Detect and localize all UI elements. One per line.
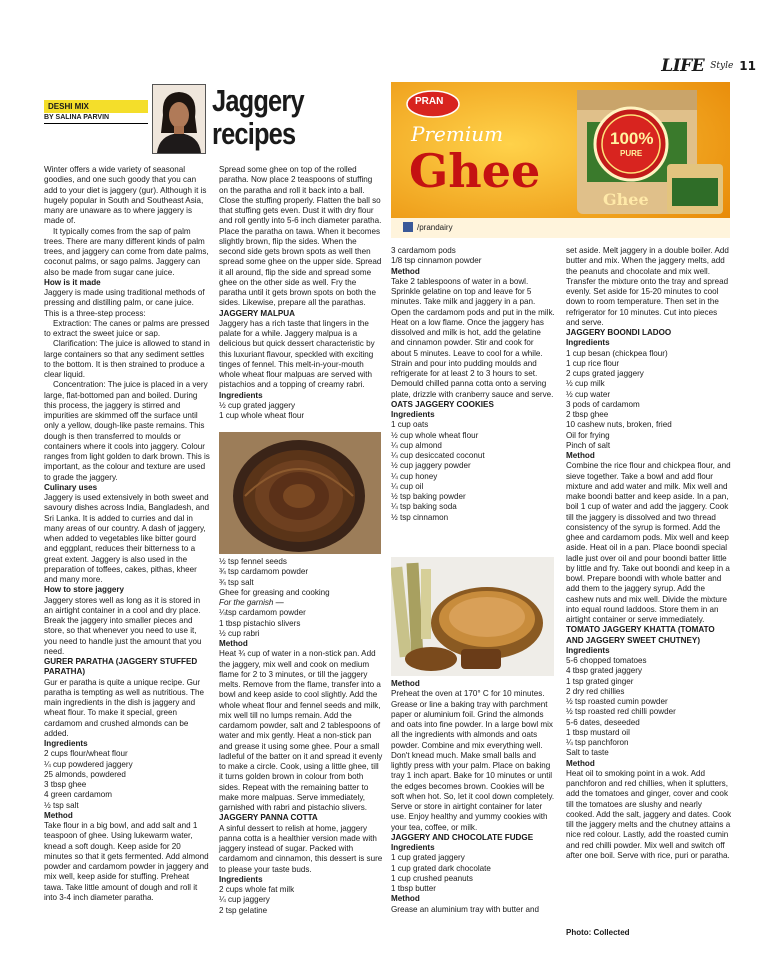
photo-credit: Photo: Collected (566, 928, 630, 937)
page-number: 11 (739, 59, 756, 73)
section-label: DESHI MIX (44, 100, 148, 113)
life-logo: LIFE (661, 56, 705, 76)
ad-badge-percent: 100% (610, 129, 654, 148)
column-2-top-text: Spread some ghee on top of the rolled paratha. Now place 2 teaspoons of stuffing on the paratha and roll it back into a ball. Close the stuffing properly. Flatten the ball so that stuffing gets even. Dust it with dry flour and roll gently into 5-6 inch diameter paratha. Place the paratha on tawa. When it becomes slightly brown, flip the sides. When the second side gets brown spots as well then spread some ghee on the upper side. Spread it all around, flip the side and spread some ghee on the other side as well. Fry the paratha until it gets brown spots on both the sides. Likewise, prepare all the parathas. JAGGERY MALPUA Jaggery has a rich taste that lingers in the palate for a while. Jaggery malpua is a delicious but quick dessert characteristic by this luxuriant flavour, speckled with exciting tinges of fennel. This melt-in-your-mouth whole wheat flour malpuas are served with pistachios and a topping of creamy rabri. Ingredients ½ cup grated jaggery 1 cup whole wheat flour (219, 165, 382, 420)
column-3-bottom-text: Method Preheat the oven at 170° C for 10 minutes. Grease or line a baking tray with parchment paper or aluminium foil. Grind the almonds and oats into fine powder. In a large bowl mix all the ingredients with almonds and oats powder. Combine and mix everything well. Don't knead much. Make small balls and lightly press with your palm. Place on baking tray 1 inch apart. Bake for 10 minutes or until the edges becomes brown. Cookies will be soft when hot. So, let it cool down completely. Serve or store in airtight container for later use. Enjoy healthy and yummy cookies with your tea, coffee, or milk. JAGGERY AND CHOCOLATE FUDGE Ingredients 1 cup grated jaggery 1 cup grated dark chocolate 1 cup crushed peanuts 1 tbsp butter Method Grease an aluminium tray with butter and (391, 679, 555, 914)
ad-ghee-word: Ghee (409, 144, 541, 198)
ad-social-handle: /prandairy (417, 223, 453, 232)
ad-premium: Premium (411, 122, 504, 146)
masthead (661, 56, 756, 76)
column-3-top-text: 3 cardamom pods 1/8 tsp cinnamon powder Method Take 2 tablespoons of water in a bowl. Sprinkle gelatine on top and leave for 5 minutes. Take milk and jaggery in a pan. Open the cardamom pods and put in the milk. Heat on a low flame. Once the jaggery has dissolved and milk is hot, add the gelatine and cinnamon powder. Stir and cook for about 5 minutes. Leave to cool for a while. Strain and pour into pudding moulds and refrigerate for at least 2 to 3 hours to set. Demould chilled panna cotta onto a serving plate, drizzle with cranberry sauce and serve. OATS JAGGERY COOKIES Ingredients 1 cup oats ½ cup whole wheat flour ¼ cup almond ¼ cup desiccated coconut ½ cup jaggery powder ¼ cup honey ¼ cup oil ½ tsp baking powder ¼ tsp baking soda ½ tsp cinnamon (391, 246, 555, 522)
pran-logo: PRAN (415, 96, 444, 107)
column-1-text: Winter offers a wide variety of seasonal goodies, and one such goody that you can add to your diet is jaggery (gur). Although it is hugely popular in South and Southeast Asia, many are unaware as to where jaggery is made of. It typically comes from the sap of palm trees. There are many different kinds of palm trees, and jaggery can come from date palms, coconut palms, or sago palms. Jaggery can also be made from sugar cane juice. How is it made Jaggery is made using traditional methods of pressing and distilling palm, or cane juice. This is a three-step process: Extraction: The canes or palms are pressed to extract the sweet juice or sap. Clarification: The juice is allowed to stand in large containers so that any sediment settles to the bottom. It is then strained to produce a clear liquid. Concentration: The juice is placed in a very large, flat-bottomed pan and boiled. During this process, the jaggery is stirred and impurities are skimmed off the surface until only a yellow, dough-like paste remains. This dough is then transferred to moulds or containers where it cools into jaggery. Colour ranges from light golden to dark brown. This is important, as the colour and texture are used to grade the jaggery. Culinary uses Jaggery is used extensively in both sweet and savoury dishes across India, Bangladesh, and Sri Lanka. It is added to curries and dal in many areas of our country. A dash of jaggery, when added to vegetables like bitter gourd and eggplant, reduces their bitterness to a great extent. Jaggery is also used in the preparation of toffees, cakes, pithas, kheer and many more. How to store jaggery Jaggery stores well as long as it is stored in an airtight container in a cool and dry place. Break the jaggery into smaller pieces and store, so that whenever you need to use it, you need to handle just the amount that you need. GURER PARATHA (JAGGERY STUFFED PARATHA) Gur er paratha is quite a unique recipe. Gur paratha is tempting as well as nutritious. The main ingredients in the dish is jaggery and wheat flour. To make it special, green cardamom and crushed almonds can be added. Ingredients 2 cups flour/wheat flour ¼ cup powdered jaggery 25 almonds, powdered 3 tbsp ghee 4 green cardamom ½ tsp salt Method Take flour in a big bowl, and add salt and 1 teaspoon of ghee. Using lukewarm water, knead a soft dough. Keep aside for 20 minutes so that it gets fermented. Add almond powder and cardamom powder in jaggery and mix well, keep aside for stuffing. Preheat tawa. Take little amount of dough and roll it into 3-4 inch diameter paratha. (44, 165, 210, 902)
column-2-bottom-text: ½ tsp fennel seeds ¾ tsp cardamom powder ¾ tsp salt Ghee for greasing and cooking For the garnish — ¼tsp cardamom powder 1 tbsp pistachio slivers ½ cup rabri Method Heat ¾ cup of water in a non-stick pan. Add the jaggery, mix well and cook on medium flame for 2 to 3 minutes, or till the jaggery melts. Remove from the flame, transfer into a bowl and keep aside to cool slightly. Add the whole wheat flour and fennel seeds and milk, mix well till no lumps remain. Add the cardamom powder, salt and 2 tablespoons of water and mix gently. Heat a non-stick pan and grease it using some ghee. Pour a small ladleful of the batter on it and spread it evenly to make a circle. Cook, using a little ghee, till it turns golden brown in colour from both sides. Repeat with the remaining batter to make more malpuas. Serve immediately, garnished with rabri and pistachio slivers. JAGGERY PANNA COTTA A sinful dessert to relish at home, jaggery panna cotta is a healthier version made with jaggery instead of sugar. Packed with cardamom and cinnamon, this dessert is sure to please your taste buds. Ingredients 2 cups whole fat milk ¼ cup jaggery 2 tsp gelatine (219, 557, 383, 915)
ghee-advertisement[interactable] (391, 82, 730, 238)
article-title: Jaggery recipes (212, 83, 304, 151)
style-logo: Style (710, 61, 734, 71)
ad-badge-pure: PURE (620, 149, 643, 158)
column-4-text: set aside. Melt jaggery in a double boiler. Add butter and mix. When the jaggery melts, add the peanuts and chocolate and mix well. Transfer the mixture onto the tray and spread evenly. Set aside for 15-20 minutes to cool down to room temperature. Then set in the refrigerator for 10 minutes. Cut into pieces and serve. JAGGERY BOONDI LADOO Ingredients 1 cup besan (chickpea flour) 1 cup rice flour 2 cups grated jaggery ½ cup milk ½ cup water 3 pods of cardamom 2 tbsp ghee 10 cashew nuts, broken, fried Oil for frying Pinch of salt Method Combine the rice flour and chickpea flour, and sieve together. Take a bowl and add flour mixture and add water and milk. Mix well and make boondi batter and keep aside. In a pan, boil 1 cup of water and add the jaggery. Cook till the jaggery is dissolved and two thread consistency of the syrup is formed. Add the ghee and cardamom pods. Mix well and keep aside. Heat oil in a pan. Place boondi special ladle just over oil and pour boondi batter little by little and fry. Take out boondi and keep in a bowl. Prepare boondi with whole batter and add them to the jaggery syrup. Add the cashew nuts and mix well. Divide the mixture into equal round laddoos. Store them in an airtight container or serve immediately. TOMATO JAGGERY KHATTA (TOMATO AND JAGGERY SWEET CHUTNEY) Ingredients 5-6 chopped tomatoes 4 tbsp grated jaggery 1 tsp grated ginger 2 dry red chillies ½ tsp roasted cumin powder ½ tsp roasted red chilli powder 5-6 dates, deseeded 1 tbsp mustard oil ¼ tsp panchforon Salt to taste Method Heat oil to smoking point in a wok. Add panchforon and red chillies, when it splutters, add the tomatoes and ginger, cover and cook till the tomatoes are slushy and nearly cooked. Add the salt, jaggery and dates. Cook till the jaggery melts and the chutney attains a nice red colour. Lastly, add the roasted cumin and red chilli powder. Mix well and switch off after one boil. Serve with rice, puri or paratha. (566, 246, 732, 860)
malpua-photo (219, 432, 381, 554)
ad-jar-label: Ghee (603, 190, 649, 209)
author-portrait (152, 84, 206, 154)
jaggery-sugarcane-photo (391, 557, 554, 676)
byline: BY SALINA PARVIN (44, 114, 148, 124)
